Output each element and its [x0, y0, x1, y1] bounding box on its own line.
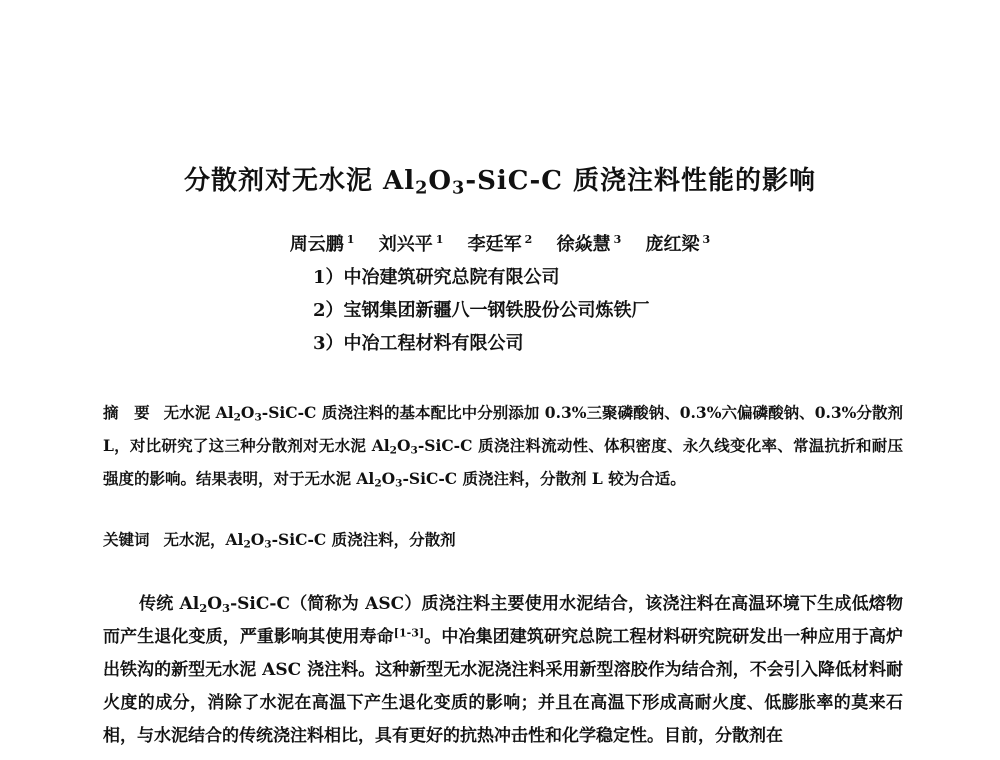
author-name: 李廷军	[467, 234, 522, 255]
abstract-text-4: O	[396, 436, 411, 455]
keywords-text-2: O	[250, 530, 265, 549]
abstract-text-3: -SiC-C 质浇注料的基本配比中分别添加 0.3%三聚磷酸钠、0.3%六偏磷酸钠、0.3%分散剂 L，对比研究了这三种分散剂对无水泥 Al	[103, 403, 904, 455]
author	[290, 234, 355, 255]
author-name: 庞红梁	[645, 234, 700, 255]
citation-reference[interactable]: [1-3]	[393, 626, 425, 640]
subscript: 3	[264, 538, 272, 551]
affiliation-mark: 1	[346, 233, 355, 246]
affiliation-3: 3）中冶工程材料有限公司	[313, 333, 524, 354]
subscript: 3	[222, 600, 231, 615]
title-text-3: -SiC-C 质浇注料性能的影响	[465, 166, 817, 196]
author-name: 徐焱慧	[556, 234, 611, 255]
subscript: 3	[395, 477, 403, 490]
body-text-1: 传统 Al	[139, 594, 200, 614]
affiliation-mark: 3	[613, 233, 622, 246]
affiliation-mark: 1	[435, 233, 444, 246]
abstract-text-5: -SiC-C 质浇注料流动性、体积密度、永久线变化率、常温抗折和耐压强度的影响。结果表明，对于无水泥 Al	[103, 436, 903, 488]
subscript: 3	[254, 411, 262, 424]
title-subscript-2: 2	[415, 177, 429, 199]
title-text-2: O	[428, 166, 453, 196]
author-list	[0, 230, 1000, 256]
abstract-text-6: O	[381, 469, 396, 488]
abstract	[103, 396, 903, 495]
author	[646, 234, 711, 255]
abstract-text-7: -SiC-C 质浇注料，分散剂 L 较为合适。	[402, 469, 686, 488]
affiliation-mark: 2	[524, 233, 533, 246]
body-paragraph	[103, 588, 903, 753]
keywords-text-3: -SiC-C 质浇注料，分散剂	[271, 530, 456, 549]
affiliation-2: 2）宝钢集团新疆八一钢铁股份公司炼铁厂	[313, 300, 650, 321]
affiliation-mark: 3	[702, 233, 711, 246]
abstract-text-1: 无水泥 Al	[163, 403, 234, 422]
abstract-label: 摘 要	[103, 403, 150, 422]
subscript: 2	[389, 444, 397, 457]
body-text-2: O	[207, 594, 223, 614]
author-name: 刘兴平	[378, 234, 433, 255]
keywords-label: 关键词	[103, 530, 150, 549]
affiliation-1: 1）中冶建筑研究总院有限公司	[313, 267, 560, 288]
title-text-1: 分散剂对无水泥 Al	[183, 166, 416, 196]
title-subscript-3: 3	[452, 177, 466, 199]
keywords-text-1: 无水泥，Al	[163, 530, 244, 549]
author-name: 周云鹏	[289, 234, 344, 255]
author	[557, 234, 622, 255]
subscript: 3	[410, 444, 418, 457]
paper-title	[0, 160, 1000, 197]
keywords	[103, 528, 903, 550]
author	[379, 234, 444, 255]
subscript: 2	[374, 477, 382, 490]
subscript: 2	[233, 411, 241, 424]
abstract-text-2: O	[240, 403, 255, 422]
author	[468, 234, 533, 255]
subscript: 2	[199, 600, 208, 615]
body-text-3: -SiC-C（简称为 ASC）质浇注料主要使用水泥结合，该浇注料在高温环境下生成低熔物而产生退化变质，严重影响其使用寿命	[103, 594, 903, 647]
body-text-4: 。中冶集团建筑研究总院工程材料研究院研发出一种应用于高炉出铁沟的新型无水泥 ASC 浇注料。这种新型无水泥浇注料采用新型溶胶作为结合剂，不会引入降低材料耐火度的成分，消除了水泥在高温下产生退化变质的影响；并且在高温下形成高耐火度、低膨胀率的莫来石相，与水泥结合的传统浇注料相比，具有更好的抗热冲击性和化学稳定性。目前，分散剂在	[103, 627, 904, 746]
subscript: 2	[243, 538, 251, 551]
